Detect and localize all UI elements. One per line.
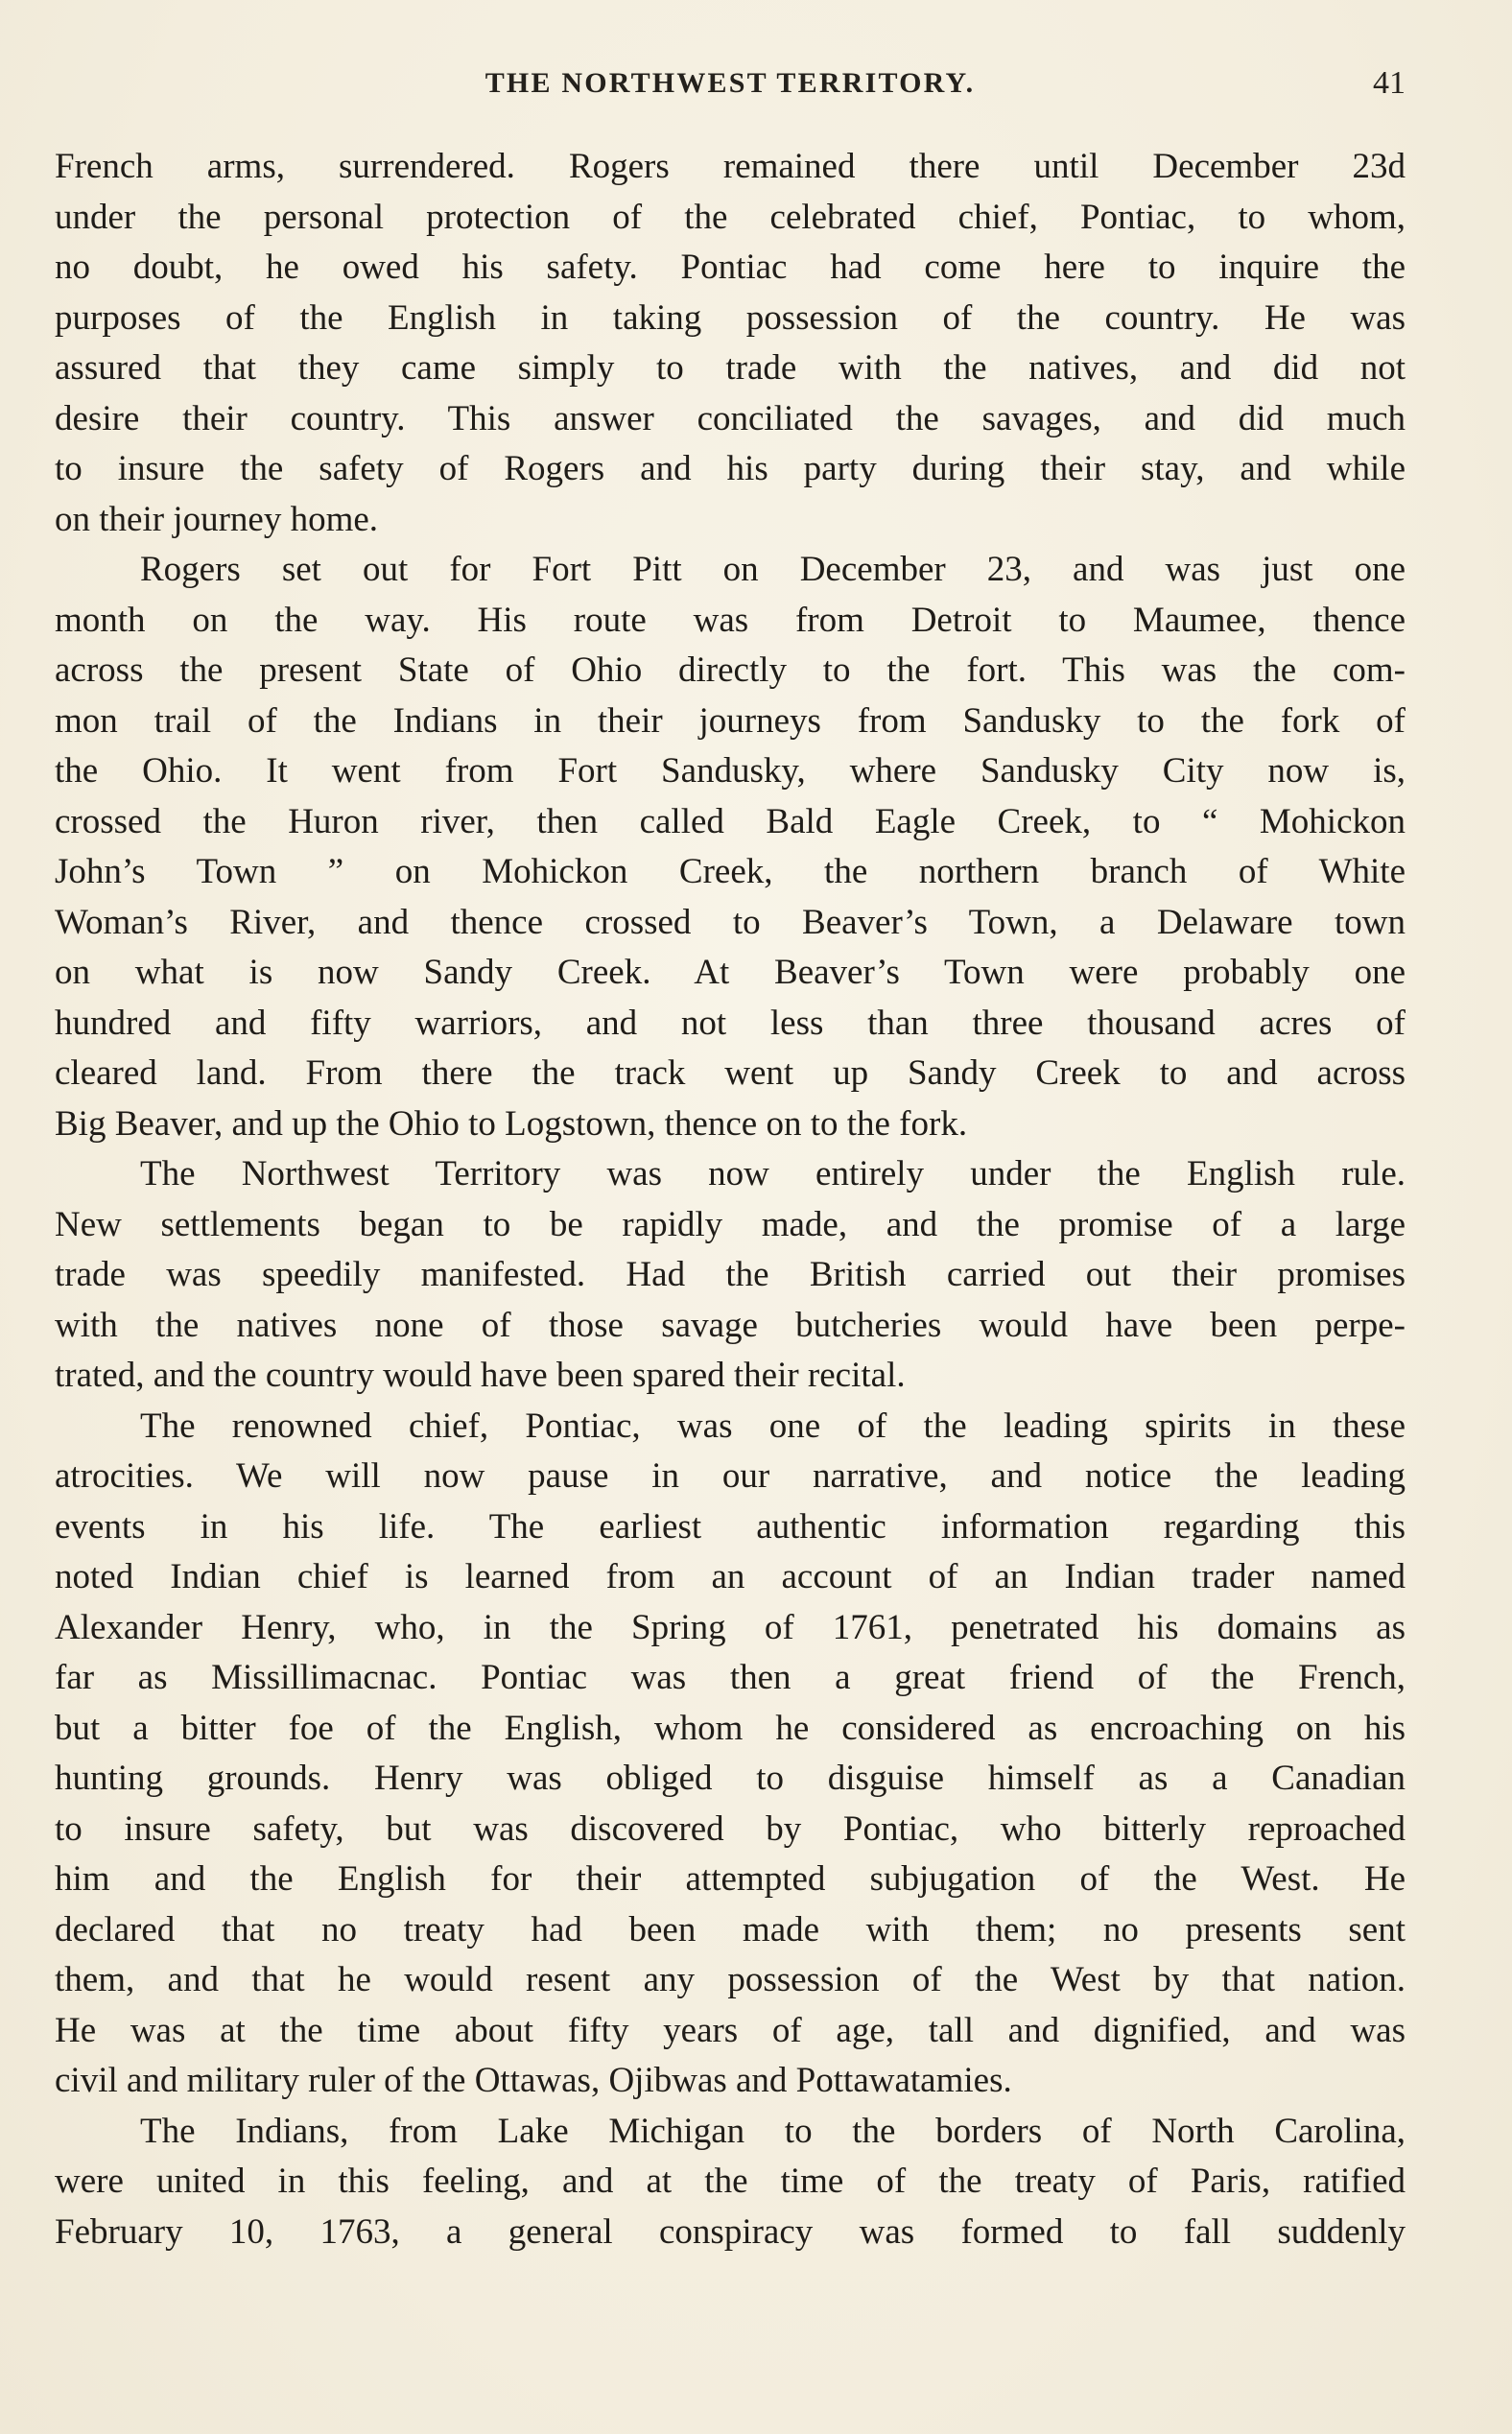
text-line: February 10, 1763, a general conspiracy was formed to fall suddenly: [55, 2211, 1406, 2252]
text-line: were united in this feeling, and at the time of the treaty of Paris, ratified: [55, 2162, 1406, 2201]
text-line: New settlements began to be rapidly made, and the promise of a large: [55, 1204, 1406, 1244]
text-line: Big Beaver, and up the Ohio to Logstown, thence on to the fork.: [55, 1103, 968, 1144]
text-line: on their journey home.: [55, 499, 379, 539]
text-line: far as Missillimacnac. Pontiac was then a great friend of the French,: [55, 1658, 1406, 1697]
text-line: John’s Town ” on Mohickon Creek, the northern branch of White: [55, 852, 1406, 891]
text-line: trade was speedily manifested. Had the British carried out their promises: [55, 1255, 1406, 1294]
text-line: him and the English for their attempted subjugation of the West. He: [55, 1859, 1406, 1899]
text-line: assured that they came simply to trade with the natives, and did not: [55, 348, 1406, 388]
text-line: under the personal protection of the celebrated chief, Pontiac, to whom,: [55, 197, 1406, 237]
text-line: to insure the safety of Rogers and his party during their stay, and while: [55, 449, 1406, 488]
text-line: month on the way. His route was from Detroit to Maumee, thence: [55, 600, 1406, 640]
text-line: on what is now Sandy Creek. At Beaver’s Town were probably one: [55, 953, 1406, 992]
text-line: with the natives none of those savage butcheries would have been perpe-: [55, 1305, 1406, 1345]
text-line: French arms, surrendered. Rogers remained there until December 23d: [55, 147, 1406, 186]
text-line: He was at the time about fifty years of age, tall and dignified, and was: [55, 2010, 1406, 2050]
text-line: hunting grounds. Henry was obliged to disguise himself as a Canadian: [55, 1759, 1406, 1798]
running-title: THE NORTHWEST TERRITORY.: [484, 67, 976, 99]
text-line: trated, and the country would have been spared their recital.: [55, 1356, 906, 1395]
text-line: hundred and fifty warriors, and not less than three thousand acres of: [55, 1003, 1406, 1043]
text-line: atrocities. We will now pause in our narrative, and notice the leading: [55, 1456, 1406, 1496]
body-text: [55, 142, 1406, 2257]
text-line: desire their country. This answer conciliated the savages, and did much: [55, 398, 1406, 438]
text-line: to insure safety, but was discovered by Pontiac, who bitterly reproached: [55, 1808, 1406, 1849]
text-line: but a bitter foe of the English, whom he considered as encroaching on his: [55, 1708, 1406, 1748]
text-line: mon trail of the Indians in their journeys from Sandusky to the fork of: [55, 700, 1406, 741]
text-line: events in his life. The earliest authentic information regarding this: [55, 1506, 1406, 1547]
text-line: Rogers set out for Fort Pitt on December 23, and was just one: [140, 550, 1406, 589]
page-number: 41: [1373, 65, 1406, 101]
running-head: [55, 59, 1406, 107]
text-line: civil and military ruler of the Ottawas, Ojibwas and Pottawatamies.: [55, 2061, 1012, 2100]
text-line: no doubt, he owed his safety. Pontiac had come here to inquire the: [55, 248, 1406, 287]
text-line: them, and that he would resent any possession of the West by that nation.: [55, 1960, 1406, 1999]
text-line: the Ohio. It went from Fort Sandusky, where Sandusky City now is,: [55, 751, 1406, 791]
text-line: The Indians, from Lake Michigan to the borders of North Carolina,: [140, 2111, 1406, 2151]
text-line: purposes of the English in taking possession of the country. He was: [55, 297, 1406, 338]
text-line: The Northwest Territory was now entirely under the English rule.: [140, 1154, 1406, 1193]
text-line: cleared land. From there the track went up Sandy Creek to and across: [55, 1053, 1406, 1093]
text-line: Woman’s River, and thence crossed to Beaver’s Town, a Delaware town: [55, 902, 1406, 942]
text-line: Alexander Henry, who, in the Spring of 1761, penetrated his domains as: [55, 1607, 1406, 1647]
text-line: The renowned chief, Pontiac, was one of the leading spirits in these: [140, 1406, 1406, 1446]
text-line: across the present State of Ohio directly to the fort. This was the com-: [55, 650, 1406, 690]
text-line: crossed the Huron river, then called Bald Eagle Creek, to “ Mohickon: [55, 801, 1406, 841]
text-line: declared that no treaty had been made with them; no presents sent: [55, 1909, 1406, 1950]
text-line: noted Indian chief is learned from an account of an Indian trader named: [55, 1557, 1406, 1596]
